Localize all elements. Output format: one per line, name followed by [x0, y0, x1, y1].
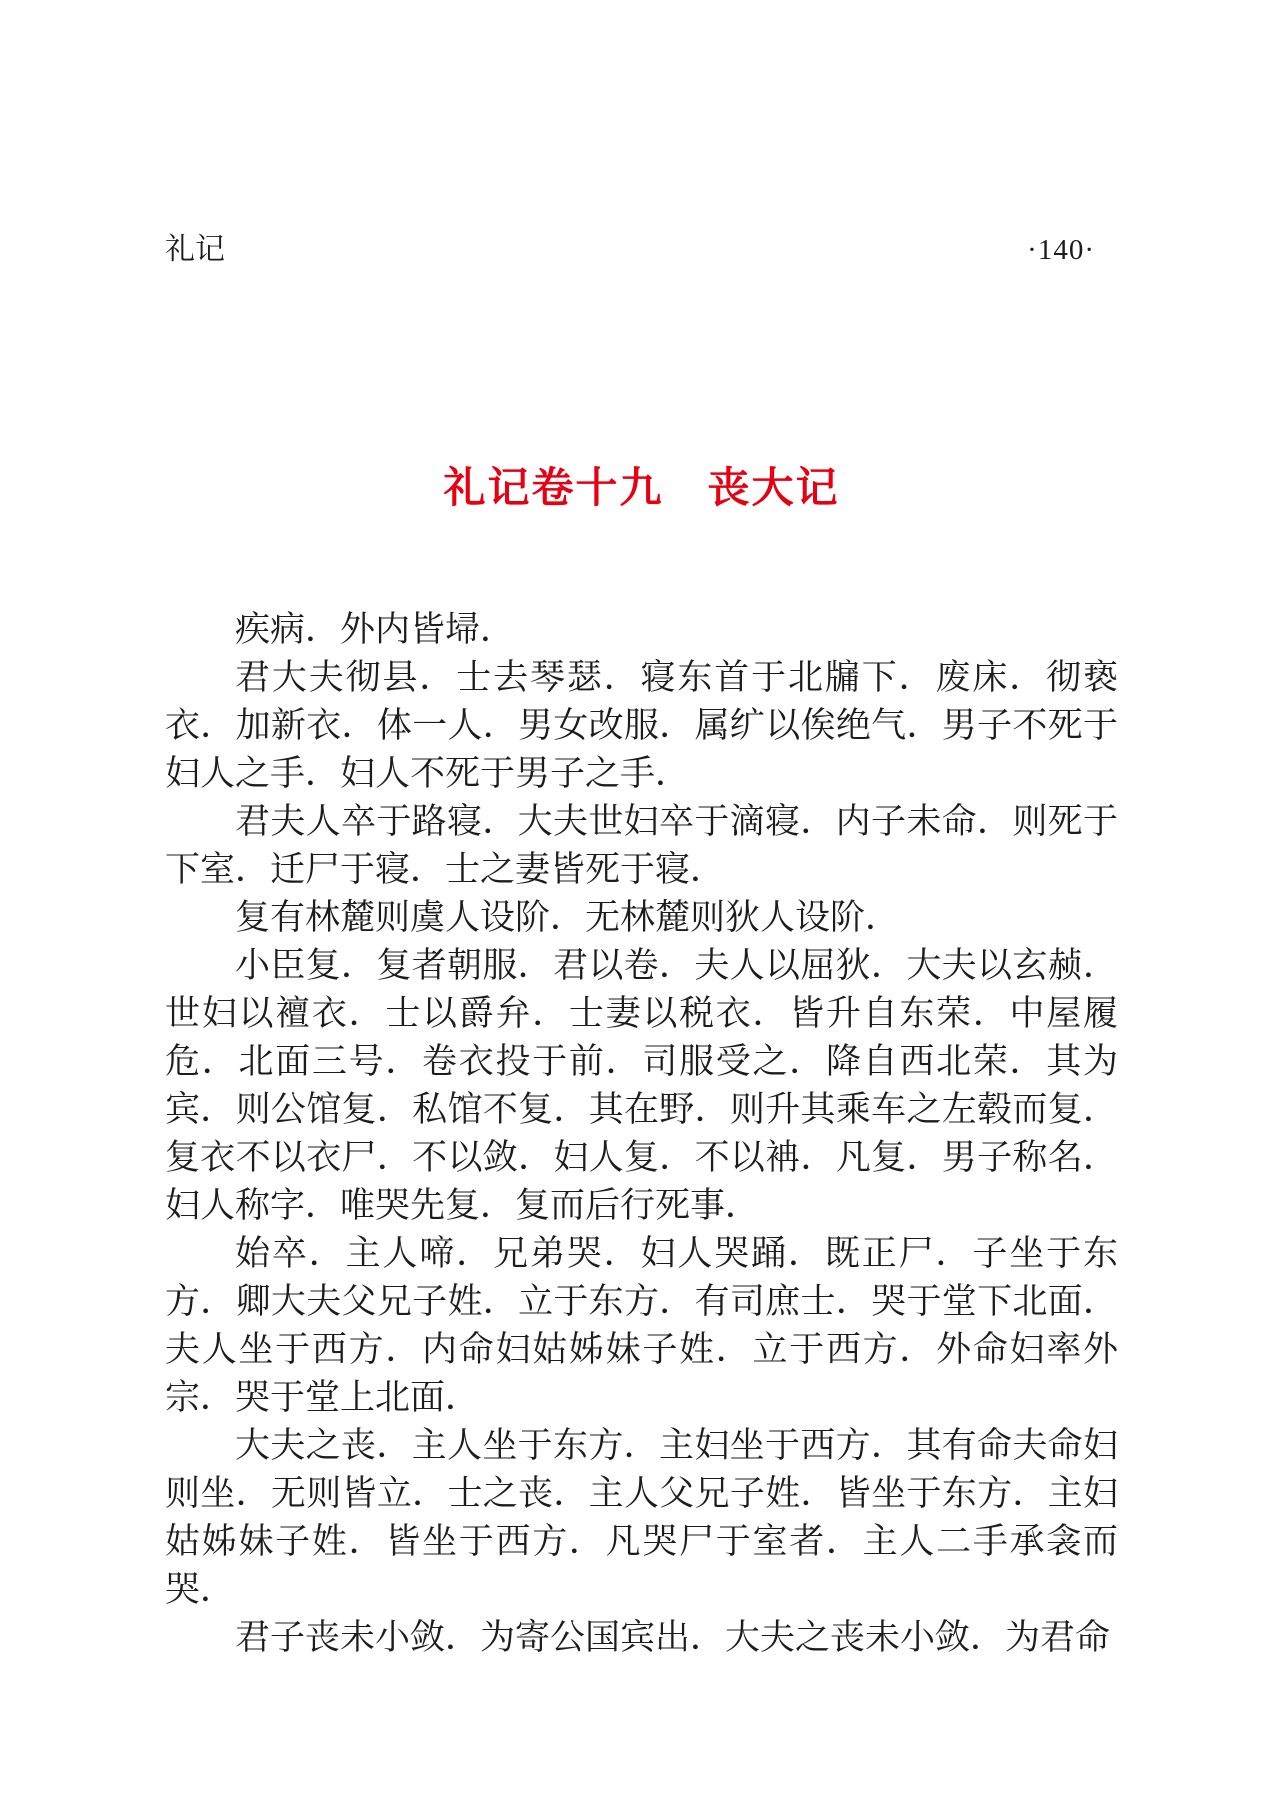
body-paragraph-2: 君大夫彻县．士去琴瑟．寝东首于北牖下．废床．彻亵衣．加新衣．体一人．男女改服．属纩以俟绝气．男子不死于妇人之手．妇人不死于男子之手．	[165, 658, 1118, 793]
body-paragraph-8: 君子丧未小敛．为寄公国宾出．大夫之丧未小敛．为君命	[235, 1618, 1111, 1657]
header-book-title: 礼记	[165, 233, 225, 266]
body-paragraph-4: 复有林麓则虞人设阶．无林麓则狄人设阶．	[235, 898, 901, 937]
page-header	[165, 232, 1095, 268]
body-paragraph-7: 大夫之丧．主人坐于东方．主妇坐于西方．其有命夫命妇则坐．无则皆立．士之丧．主人父兄子姓．皆坐于东方．主妇姑姊妹子姓．皆坐于西方．凡哭尸于室者．主人二手承衾而哭．	[165, 1426, 1118, 1609]
body-paragraph-1: 疾病．外内皆埽．	[235, 610, 516, 649]
body-text-block	[165, 606, 1118, 1662]
body-paragraph-5: 小臣复．复者朝服．君以卷．夫人以屈狄．大夫以玄赪．世妇以襢衣．士以爵弁．士妻以税衣．皆升自东荣．中屋履危．北面三号．卷衣投于前．司服受之．降自西北荣．其为宾．则公馆复．私馆不复．其在野．则升其乘车之左毂而复．复衣不以衣尸．不以敛．妇人复．不以袡．凡复．男子称名．妇人称字．唯哭先复．复而后行死事．	[165, 946, 1118, 1225]
body-paragraph-6: 始卒．主人啼．兄弟哭．妇人哭踊．既正尸．子坐于东方．卿大夫父兄子姓．立于东方．有司庶士．哭于堂下北面．夫人坐于西方．内命妇姑姊妹子姓．立于西方．外命妇率外宗．哭于堂上北面．	[165, 1234, 1118, 1417]
header-page-number: ·140·	[1027, 234, 1095, 266]
body-paragraph-3: 君夫人卒于路寝．大夫世妇卒于滴寝．内子未命．则死于下室．迁尸于寝．士之妻皆死于寝．	[165, 802, 1118, 889]
chapter-title: 礼记卷十九 丧大记	[443, 466, 840, 512]
